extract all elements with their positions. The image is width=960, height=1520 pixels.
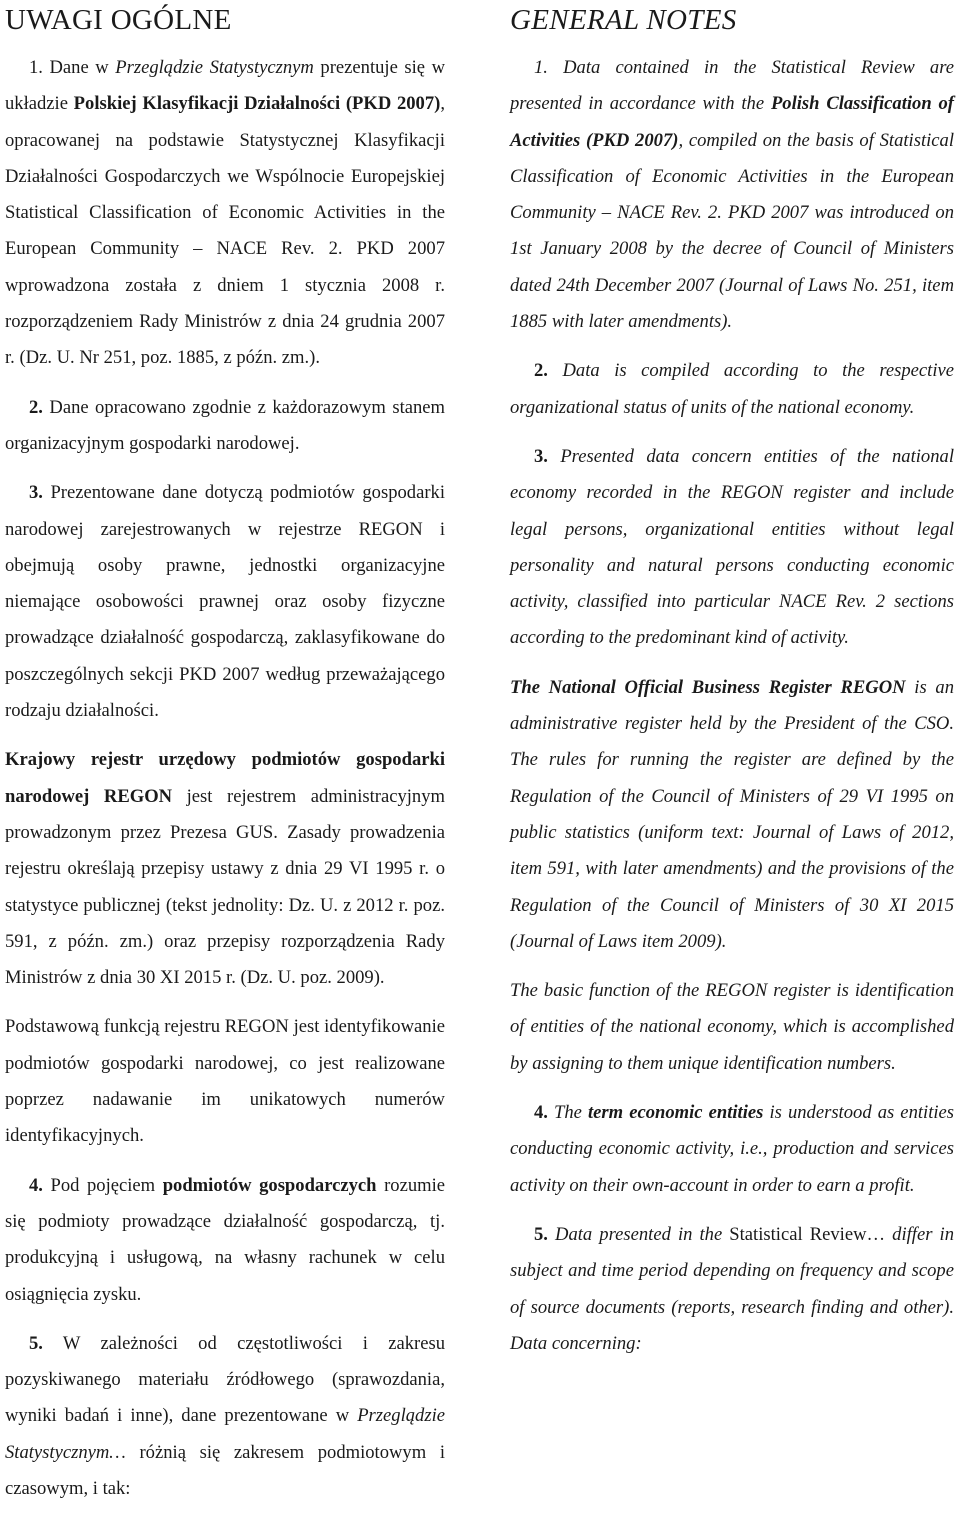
polish-note-1: 1. Dane w Przeglądzie Statystycznym prezentuje się w układzie Polskiej Klasyfikacji Działalności (PKD 2007), opracowanej na podstawie Statystycznej Klasyfikacji Działalności Gospodarczych we Wspólnocie Europejskiej Statistical Classification of Economic Activities in the European Community – NACE Rev. 2. PKD 2007 wprowadzona została z dniem 1 stycznia 2008 r. rozporządzeniem Rady Ministrów z dnia 24 grudnia 2007 r. (Dz. U. Nr 251, poz. 1885, z późn. zm.). xyxy=(5,57,445,369)
english-note-2: 2. Data is compiled according to the respective organizational status of units of the national economy. xyxy=(510,360,954,418)
note-number: 4. xyxy=(534,1102,548,1124)
english-regon-function-paragraph: The basic function of the REGON register is identification of entities of the national economy, which is accomplished by assigning to them unique identification numbers. xyxy=(510,980,954,1074)
polish-note-2: 2. Dane opracowano zgodnie z każdorazowym stanem organizacyjnym gospodarki narodowej. xyxy=(5,396,445,454)
note-number: 2. xyxy=(29,396,43,418)
note-number: 2. xyxy=(534,360,548,382)
polish-heading: UWAGI OGÓLNE xyxy=(5,4,232,36)
note-number: 5. xyxy=(29,1332,43,1354)
english-heading: GENERAL NOTES xyxy=(510,4,737,36)
note-number: 1. xyxy=(534,57,548,78)
english-regon-paragraph: The National Official Business Register REGON is an administrative register held by the President of the CSO. The rules for running the register are defined by the Regulation of the Council of Ministers of 29 VI 1995 on public statistics (uniform text: Journal of Laws of 2012, item 591, with later amendments) and the provisions of the Regulation of the Council of Ministers of 30 XI 2015 (Journal of Laws item 2009). xyxy=(510,676,955,952)
english-note-1: 1. Data contained in the Statistical Review are presented in accordance with the Polish Classification of Activities (PKD 2007), compiled on the basis of Statistical Classification of Economic Activities in the European Community – NACE Rev. 2. PKD 2007 was introduced on 1st January 2008 by the decree of Council of Ministers dated 24th December 2007 (Journal of Laws No. 251, item 1885 with later amendments). xyxy=(510,57,955,333)
polish-note-5: 5. W zależności od częstotliwości i zakresu pozyskiwanego materiału źródłowego (sprawozdania, wyniki badań i inne), dane prezentowane w Przeglądzie Statystycznym… różnią się zakresem podmiotowym i czasowym, i tak: xyxy=(5,1332,445,1499)
polish-regon-function-paragraph: Podstawową funkcją rejestru REGON jest identyfikowanie podmiotów gospodarki narodowej, co jest realizowane poprzez nadawanie im unikatowych numerów identyfikacyjnych. xyxy=(5,1016,445,1147)
english-note-3: 3. Presented data concern entities of the national economy recorded in the REGON register and include legal persons, organizational entities without legal personality and natural persons conducting economic activity, classified into particular NACE Rev. 2 sections according to the predominant kind of activity. xyxy=(510,445,954,649)
note-number: 4. xyxy=(29,1174,43,1196)
polish-note-4: 4. Pod pojęciem podmiotów gospodarczych rozumie się podmioty prowadzące działalność gospodarczą, tj. produkcyjną i usługową, na własny rachunek w celu osiągnięcia zysku. xyxy=(5,1174,446,1305)
note-number: 3. xyxy=(29,482,43,504)
english-column xyxy=(510,0,954,1375)
note-number: 1. xyxy=(29,57,43,78)
english-note-5: 5. Data presented in the Statistical Review… differ in subject and time period depending on frequency and scope of source documents (reports, research finding and other). Data concerning: xyxy=(510,1223,955,1354)
polish-regon-paragraph: Krajowy rejestr urzędowy podmiotów gospodarki narodowej REGON jest rejestrem administracyjnym prowadzonym przez Prezesa GUS. Zasady prowadzenia rejestru określają przepisy ustawy z dnia 29 VI 1995 r. o statystyce publicznej (tekst jednolity: Dz. U. z 2012 r. poz. 591, z późn. zm.) oraz przepisy rozporządzenia Rady Ministrów z dnia 30 XI 2015 r. (Dz. U. poz. 2009). xyxy=(5,749,445,989)
english-note-4: 4. The term economic entities is understood as entities conducting economic activity, i.e., production and services activity on their own-account in order to earn a profit. xyxy=(510,1102,955,1196)
note-number: 3. xyxy=(534,445,548,467)
polish-column xyxy=(5,0,445,1520)
polish-note-3: 3. Prezentowane dane dotyczą podmiotów gospodarki narodowej zarejestrowanych w rejestrze REGON i obejmują osoby prawne, jednostki organizacyjne niemające osobowości prawnej oraz osoby fizyczne prowadzące działalność gospodarczą, zaklasyfikowane do poszczególnych sekcji PKD 2007 według przeważającego rodzaju działalności. xyxy=(5,482,445,722)
note-number: 5. xyxy=(534,1223,548,1245)
